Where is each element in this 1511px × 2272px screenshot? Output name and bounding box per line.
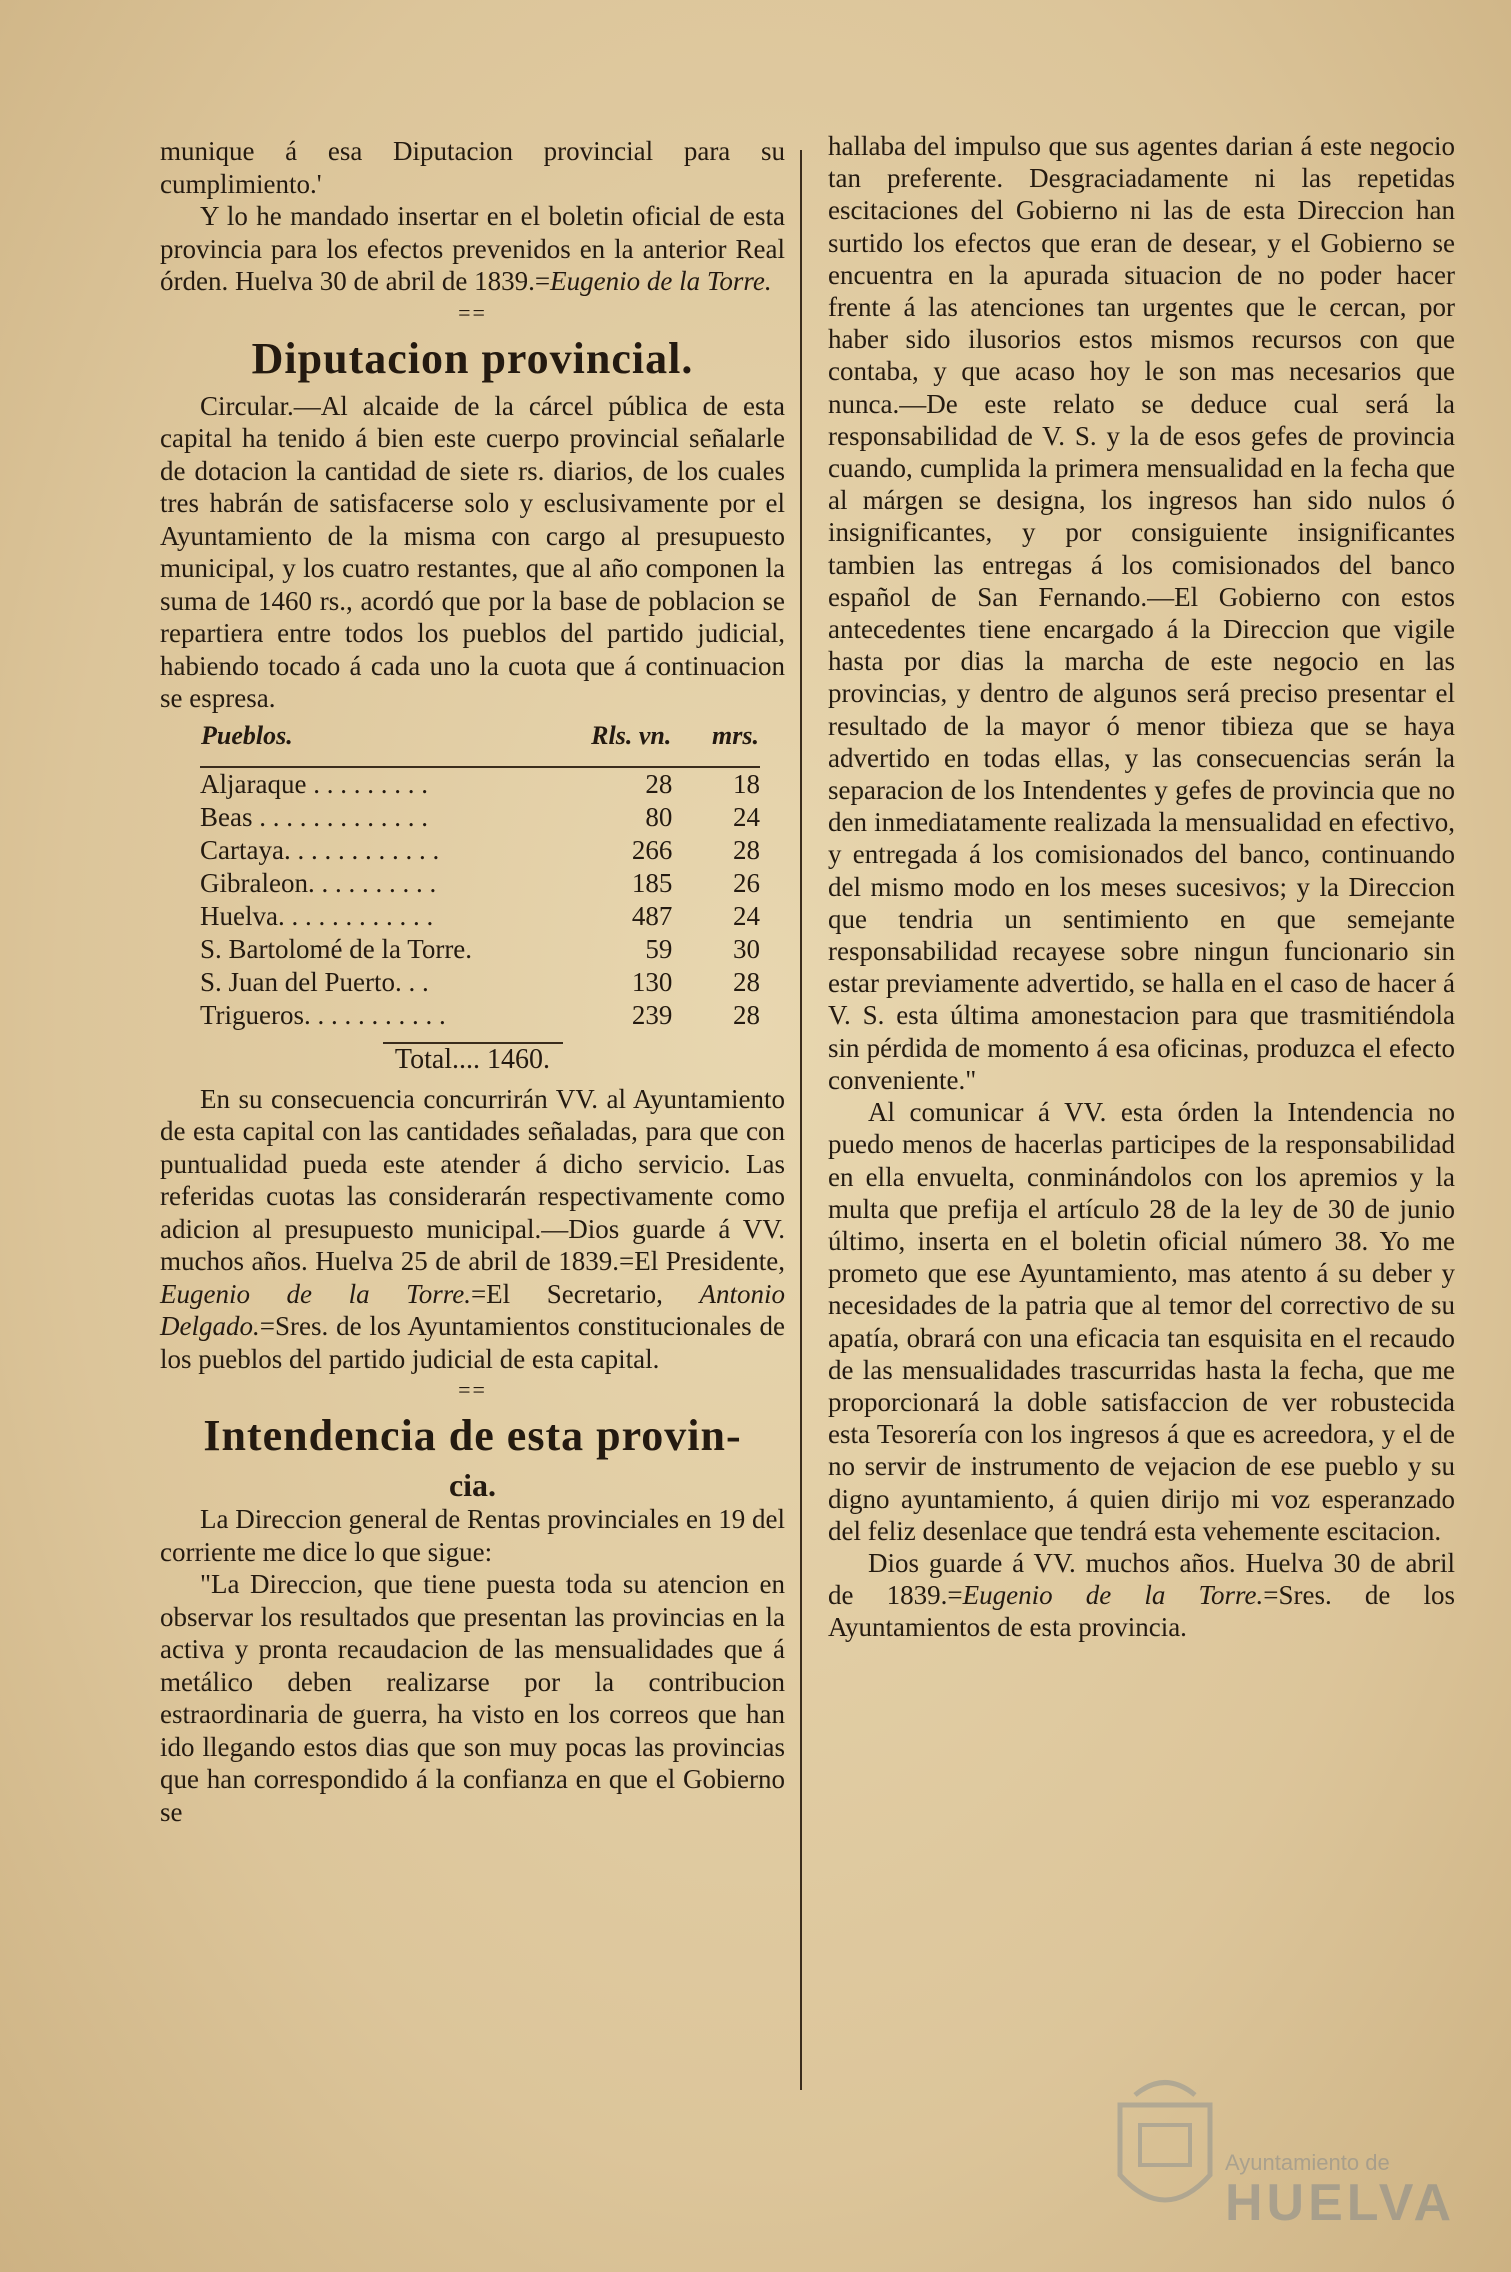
column-divider [800, 150, 802, 2090]
section-title-diputacion: Diputacion provincial. [251, 333, 694, 383]
mrs-value: 24 [733, 802, 760, 832]
rls-value: 59 [645, 934, 673, 964]
rls-value: 28 [645, 769, 673, 799]
mrs-value: 18 [733, 769, 760, 799]
town-name: Beas . . . . . . . . . . . . . [200, 802, 428, 832]
mrs-value: 28 [733, 1000, 760, 1030]
section-title-intendencia-end: cia. [448, 1467, 497, 1503]
header-pueblos: Pueblos. [201, 720, 293, 750]
table-total [160, 1042, 785, 1077]
header-rls: Rls. vn. [591, 720, 672, 750]
rls-value: 487 [631, 901, 673, 931]
left-column [160, 135, 785, 1828]
closing-signature: Eugenio de la Torre. [962, 1580, 1264, 1611]
header-mrs: mrs. [712, 720, 759, 750]
consequence-paragraph [160, 1083, 785, 1376]
mrs-value: 28 [733, 967, 760, 997]
rls-value: 130 [631, 967, 673, 997]
right-column [828, 130, 1455, 1644]
direccion-quote: "La Direccion, que tiene puesta toda su atencion en observar los resultados que presentan las provincias en la activa y pronta recaudacion de las mensualidades que á metálico deben realizarse por la contribucion estraordinaria de guerra, ha visto en los correos que han ido llegando estos dias que son muy pocas las provincias que han correspondido á la confianza en que el Gobierno se [160, 1569, 785, 1827]
town-name: Cartaya. . . . . . . . . . . . [200, 835, 440, 865]
total-value: Total.... 1460. [394, 1044, 551, 1075]
circular-paragraph: Circular.—Al alcaide de la cárcel pública de esta capital ha tenido á bien este cuerpo provincial señalarle de dotacion la cantidad de siete rs. diarios, de los cuales tres habrán de satisfacerse solo y esclusivamente por el Ayuntamiento de la misma con cargo al presupuesto municipal, y los cuatro restantes, que al año componen la suma de 1460 rs., acordó que por la base de poblacion se repartiera entre todos los pueblos del partido judicial, habiendo tocado á cada uno la cuota que á continuacion se espresa. [160, 390, 785, 713]
secretary-label: =El Secretario, [470, 1278, 663, 1309]
continuation-paragraph: munique á esa Diputacion provincial para su cumplimiento.' [160, 136, 785, 199]
rls-value: 185 [631, 868, 673, 898]
table-row [200, 999, 760, 1032]
separator: == [458, 299, 487, 325]
rls-value: 266 [631, 835, 673, 865]
rls-value: 80 [645, 802, 673, 832]
intendencia-paragraph: Al comunicar á VV. esta órden la Intendencia no puedo menos de hacerlas participes de la responsabilidad en ella envuelta, conminándolos con los apremios y la multa que prefija el artículo 28 de la ley de 30 de junio último, inserta en el boletin oficial número 38. Yo me prometo que ese Ayuntamiento, mas atento á su deber y necesidades de la patria que al temor del correctivo de su apatía, obrará con una eficacia tan esquisita en el recaudo de las mensualidades trascurridas hasta la fecha, que me proporcionará la doble satisfaccion de ver robustecida esta Tesorería con los ingresos á que es acreedora, y el de no servir de instrumento de vejacion de ese pueblo y su digno ayuntamiento, á quien dirijo mi voz esperanzado del feliz desenlace que tendrá esta vehemente escitacion. [828, 1097, 1455, 1546]
insertion-text: Y lo he mandado insertar en el boletin oficial de esta provincia para los efectos prevenidos en la anterior Real órden. Huelva 30 de abril de 1839.= [160, 201, 785, 296]
section-title-intendencia: Intendencia de esta provin- [203, 1411, 742, 1460]
closing-text: Dios guarde á VV. muchos años. Huelva 30 de abril de 1839.= [828, 1547, 1455, 1611]
table-header-row [200, 719, 760, 768]
table-row [200, 900, 760, 933]
table-row [200, 801, 760, 834]
town-name: S. Juan del Puerto. . . [200, 967, 429, 997]
huelva-seal-icon [1110, 2075, 1220, 2225]
consequence-text: En su consecuencia concurrirán VV. al Ayuntamiento de esta capital con las cantidades señaladas, para que con puntualidad pueda este atender á dicho servicio. Las referidas cuotas las considerarán respectivamente como adicion al presupuesto municipal.—Dios guarde á VV. muchos años. Huelva 25 de abril de 1839.=El Presidente, [160, 1083, 785, 1276]
town-name: Aljaraque . . . . . . . . . [200, 769, 428, 799]
watermark-line2: HUELVA [1225, 2174, 1456, 2232]
closing-paragraph [828, 1547, 1455, 1644]
town-name: Trigueros. . . . . . . . . . . [200, 1000, 446, 1030]
president-signature: Eugenio de la Torre. [160, 1278, 471, 1309]
table-row [200, 834, 760, 867]
table-row [200, 867, 760, 900]
separator: == [458, 1377, 487, 1402]
rls-value: 239 [631, 1000, 673, 1030]
closing-addressees: =Sres. de los Ayuntamientos de esta provincia. [828, 1580, 1456, 1643]
mrs-value: 24 [733, 901, 760, 931]
quota-table [200, 719, 760, 1033]
signature: Eugenio de la Torre. [550, 266, 772, 296]
mrs-value: 28 [733, 835, 760, 865]
town-name: Huelva. . . . . . . . . . . . [200, 901, 434, 931]
addressees: =Sres. de los Ayuntamientos constitucionales de los pueblos del partido judicial de esta capital. [160, 1311, 785, 1374]
insertion-paragraph [160, 200, 785, 298]
town-name: Gibraleon. . . . . . . . . . [200, 868, 437, 898]
watermark [1225, 2150, 1455, 2230]
table-row [200, 933, 760, 966]
quote-continuation: hallaba del impulso que sus agentes darian á este negocio tan preferente. Desgraciadamente ni las repetidas escitaciones del Gobierno ni las de esta Direccion han surtido los efectos que eran de desear, y el Gobierno se encuentra en la apurada situacion de no poder hacer frente á las atenciones tan urgentes que le cercan, por haber sido ilusorios estos mismos recursos con que contaba, y que acaso hoy le son mas necesarios que nunca.—De este relato se deduce cual será la responsabilidad de V. S. y la de esos gefes de provincia cuando, cumplida la primera mensualidad en la fecha que al márgen se designa, los ingresos han sido nulos ó insignificantes, y por consiguiente insignificantes tambien las entregas á los comisionados del banco español de San Fernando.—El Gobierno con estos antecedentes tiene encargado á la Direccion que vigile hasta por dias la marcha de este negocio en las provincias, y dentro de algunos será preciso presentar el resultado de la mayor ó menor tibieza que se haya advertido en todas ellas, y las consecuencias serán la separacion de los Intendentes y gefes de provincia que no den inmediatamente realizada la mensualidad en efectivo, y entregada á los comisionados del banco, continuando del mismo modo en los meses sucesivos; y la Direccion que tendria un sentimiento en que semejante responsabilidad recayese sobre ningun funcionario sin estar previamente advertido, se halla en el caso de hacer á V. S. esta última amonestacion para que trasmitiéndola sin pérdida de momento á esa oficinas, produzca el efecto conveniente." [828, 131, 1455, 1095]
town-name: S. Bartolomé de la Torre. [200, 934, 473, 964]
watermark-line1: Ayuntamiento de [1225, 2150, 1390, 2175]
mrs-value: 26 [733, 868, 760, 898]
direccion-intro: La Direccion general de Rentas provinciales en 19 del corriente me dice lo que sigue: [160, 1504, 785, 1567]
table-row [200, 767, 760, 801]
secretary-signature: Antonio Delgado. [160, 1278, 786, 1341]
table-row [200, 966, 760, 999]
mrs-value: 30 [733, 934, 760, 964]
